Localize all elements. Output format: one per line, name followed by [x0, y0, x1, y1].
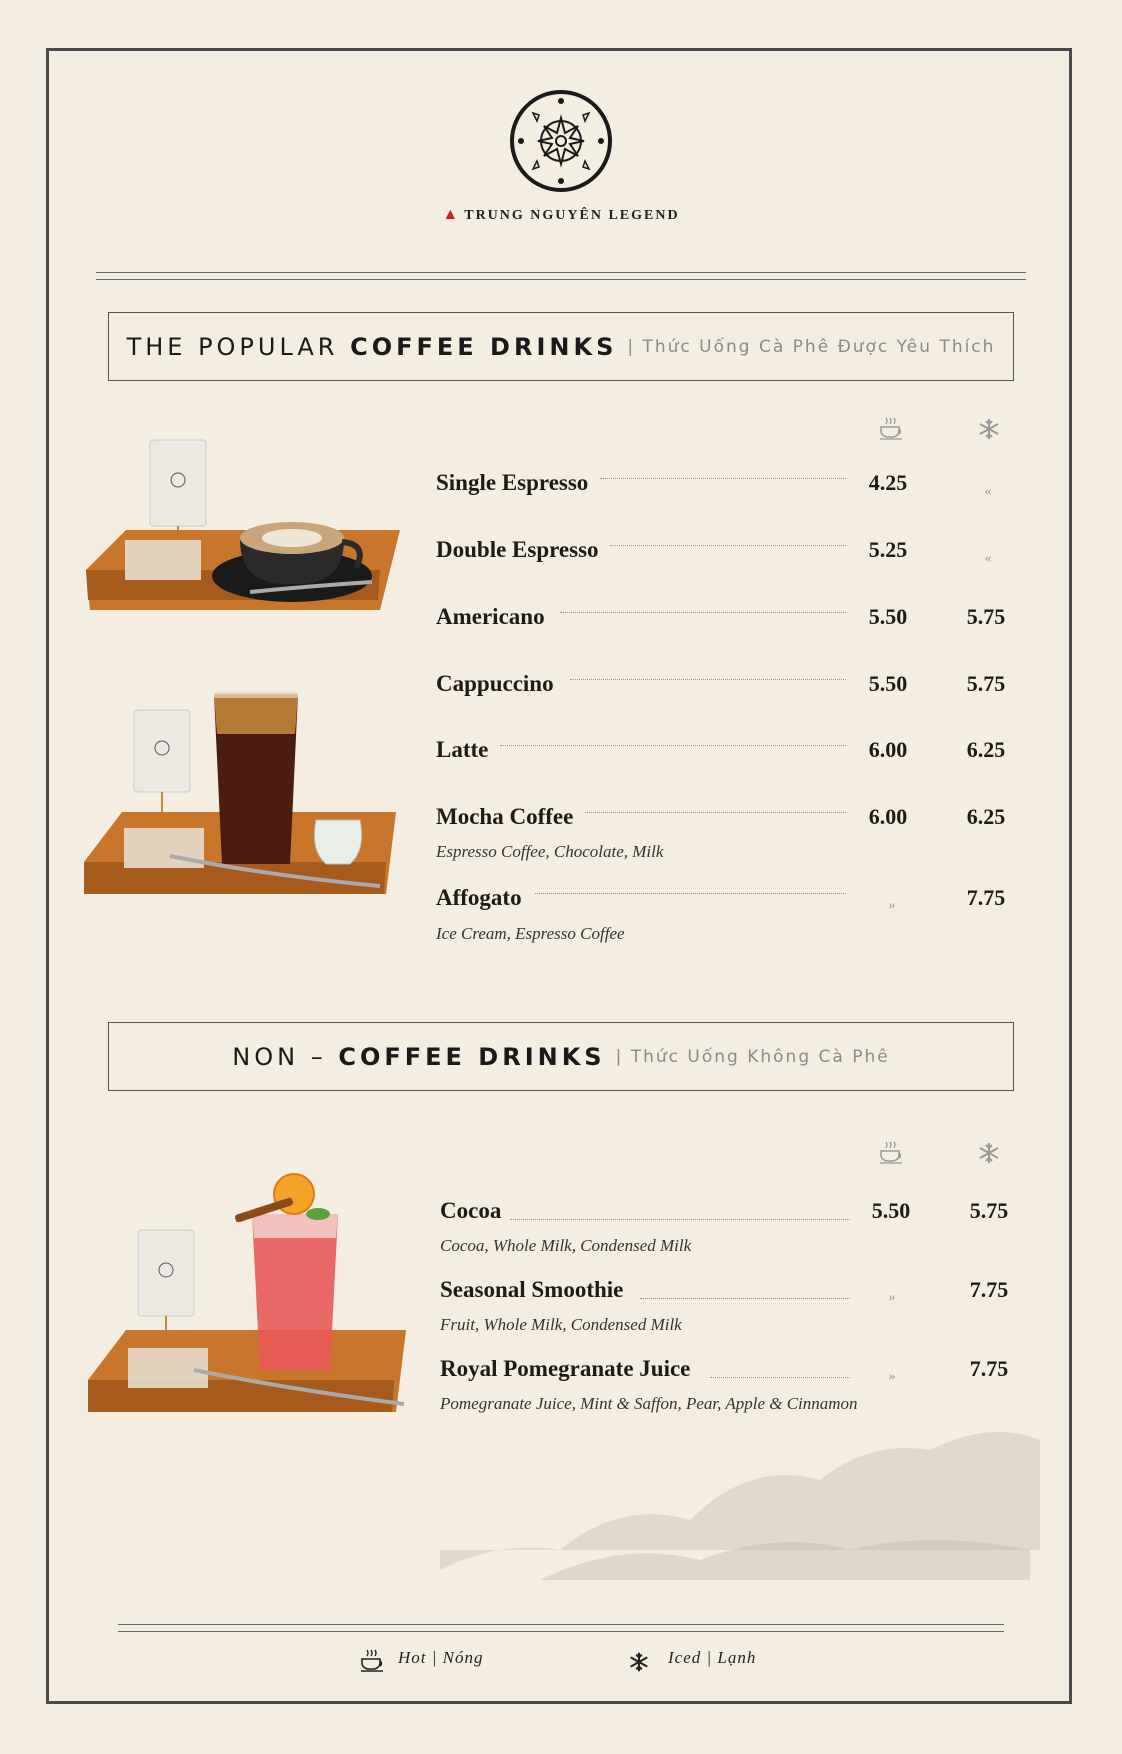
hot-price: 5.50	[868, 671, 908, 696]
menu-item-name: Cocoa	[440, 1198, 507, 1224]
logo-emblem-icon	[508, 88, 614, 194]
hot-cup-icon	[877, 1140, 907, 1166]
logo	[0, 88, 1122, 194]
hot-price: 5.50	[868, 604, 908, 629]
iced-americano-photo	[80, 690, 414, 930]
dot-leader	[710, 1377, 850, 1378]
hot-cup-icon	[358, 1648, 388, 1674]
menu-item-name: Single Espresso	[436, 470, 594, 496]
dot-leader	[500, 745, 846, 746]
hot-price: 5.25	[868, 537, 908, 562]
menu-item-name: Seasonal Smoothie	[440, 1277, 629, 1303]
noncoffee-section-title: NON – COFFEE DRINKS	[232, 1042, 606, 1071]
iced-price: 7.75	[969, 1277, 1009, 1302]
menu-item-name: Affogato	[436, 885, 528, 911]
brand-arrow-icon: ▲	[442, 206, 461, 223]
coffee-section-title: THE POPULAR COFFEE DRINKS	[126, 332, 618, 361]
iced-price: 5.75	[966, 604, 1006, 629]
menu-item-description: Ice Cream, Espresso Coffee	[436, 924, 625, 943]
footer-divider	[118, 1624, 1004, 1632]
iced-price: 7.75	[966, 885, 1006, 910]
snowflake-icon	[974, 1140, 1004, 1166]
menu-item-description: Espresso Coffee, Chocolate, Milk	[436, 842, 664, 861]
menu-item-name: Latte	[436, 737, 494, 763]
menu-item-name: Cappuccino	[436, 671, 560, 697]
dot-leader	[585, 812, 846, 813]
coffee-section-subtitle: | Thức Uống Cà Phê Được Yêu Thích	[627, 336, 996, 357]
dot-leader	[510, 1219, 850, 1220]
double-chevron-icon: »	[888, 1369, 896, 1384]
legend-iced-label: Iced | Lạnh	[668, 1648, 757, 1667]
double-chevron-icon: »	[888, 898, 896, 913]
hot-cup-icon	[877, 416, 907, 442]
dot-leader	[610, 545, 846, 546]
iced-price: 5.75	[969, 1198, 1009, 1223]
pomegranate-juice-photo	[84, 1170, 418, 1450]
menu-item-description: Fruit, Whole Milk, Condensed Milk	[440, 1315, 682, 1334]
menu-item-name: Double Espresso	[436, 537, 605, 563]
double-chevron-icon: »	[888, 1290, 896, 1305]
menu-item-description: Cocoa, Whole Milk, Condensed Milk	[440, 1236, 692, 1255]
hot-price: 6.00	[868, 737, 908, 762]
snowflake-icon	[974, 416, 1004, 442]
dot-leader	[600, 478, 846, 479]
coffee-section-header	[108, 312, 1014, 381]
brand-name: ▲ TRUNG NGUYÊN LEGEND	[442, 206, 680, 223]
hot-price: 5.50	[871, 1198, 911, 1223]
header-divider	[96, 272, 1026, 280]
menu-item-name: Royal Pomegranate Juice	[440, 1356, 696, 1382]
dot-leader	[535, 893, 846, 894]
dot-leader	[560, 612, 846, 613]
legend-hot-label: Hot | Nóng	[398, 1648, 484, 1667]
hot-price: 4.25	[868, 470, 908, 495]
iced-price: 6.25	[966, 804, 1006, 829]
menu-item-name: Americano	[436, 604, 551, 630]
double-chevron-icon: «	[984, 551, 992, 566]
iced-price: 7.75	[969, 1356, 1009, 1381]
noncoffee-section-subtitle: | Thức Uống Không Cà Phê	[615, 1046, 890, 1067]
double-chevron-icon: «	[984, 484, 992, 499]
cappuccino-photo	[80, 430, 414, 650]
noncoffee-section-header	[108, 1022, 1014, 1091]
snowflake-icon	[624, 1650, 654, 1674]
iced-price: 5.75	[966, 671, 1006, 696]
dot-leader	[640, 1298, 850, 1299]
dot-leader	[570, 679, 846, 680]
menu-item-description: Pomegranate Juice, Mint & Saffon, Pear, Apple & Cinnamon	[440, 1394, 858, 1413]
menu-item-name: Mocha Coffee	[436, 804, 579, 830]
iced-price: 6.25	[966, 737, 1006, 762]
mountain-watermark	[440, 1420, 1072, 1590]
hot-price: 6.00	[868, 804, 908, 829]
